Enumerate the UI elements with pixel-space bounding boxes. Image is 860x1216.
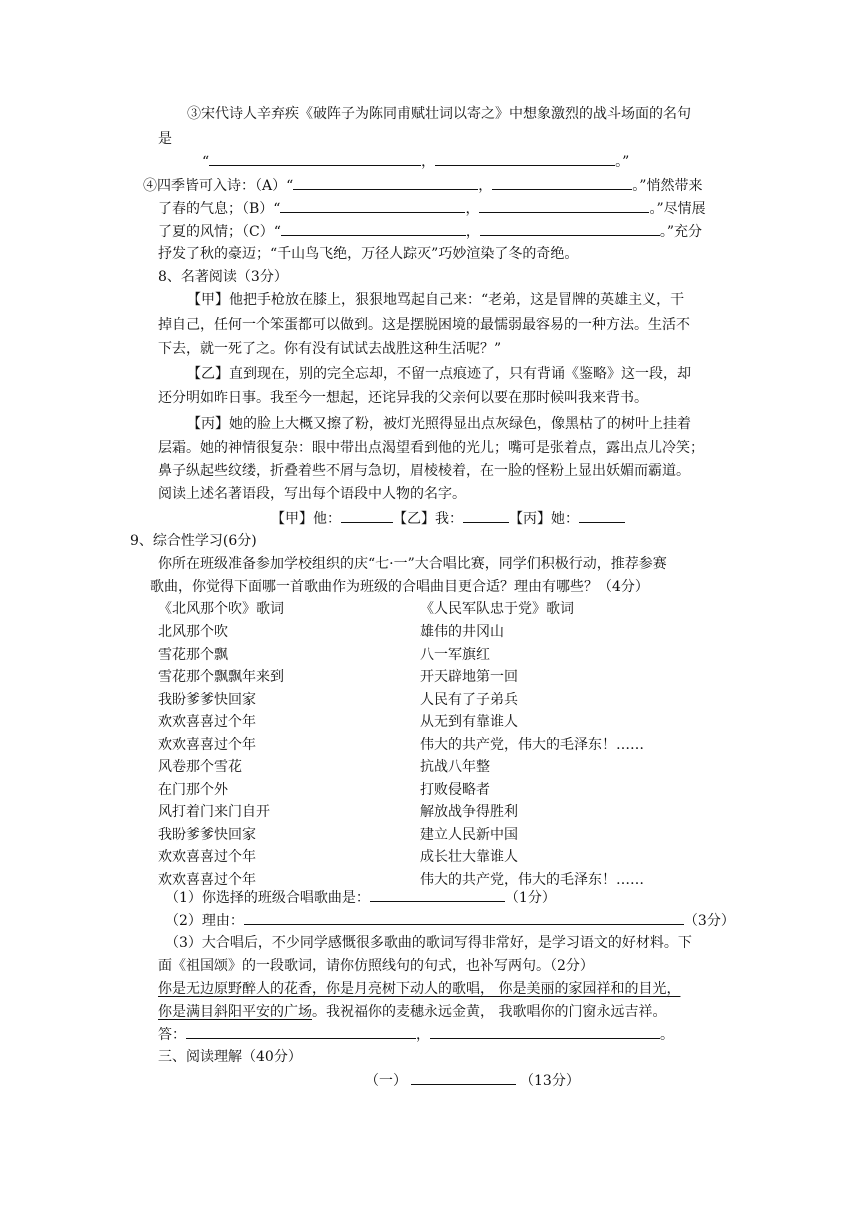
q9-sub2-blank[interactable] [244, 909, 684, 925]
part1-title-blank[interactable] [411, 1069, 516, 1085]
q7-item4-line-c: 了夏的风情；（C）“ ， 。”充分 [158, 220, 702, 243]
q7-item3-text-cont: 是 [158, 131, 172, 147]
q9-sub1: （1）你选择的班级合唱歌曲是： （1分） [165, 886, 556, 909]
song-left-title: 《北风那个吹》歌词 [158, 601, 284, 617]
lyric-line: 建立人民新中国 [420, 826, 518, 843]
lyric-line: 人民有了子弟兵 [420, 691, 518, 708]
lyric-line: 欢欢喜喜过个年 [158, 872, 256, 889]
lyric-line: 解放战争得胜利 [420, 804, 518, 821]
lyric-line: 雪花那个飘 [158, 646, 228, 663]
lyric-line: 伟大的共产党，伟大的毛泽东！…… [420, 872, 644, 889]
q7-item4-c-blank-1[interactable] [281, 220, 466, 236]
lyric-line: 风卷那个雪花 [158, 759, 242, 776]
q8-bing-line2: 层霜。她的神情很复杂：眼中带出点渴望看到他的光儿；嘴可是张着点，露出点儿冷笑； [158, 440, 704, 456]
lyric-line: 雪花那个飘飘年来到 [158, 669, 284, 686]
lyric-line: 打败侵略者 [420, 781, 490, 798]
lyric-line: 在门那个外 [158, 781, 228, 798]
q8-jia-line2: 掉自己，任何一个笨蛋都可以做到。这是摆脱困境的最懦弱最容易的一种方法。生活不 [158, 317, 690, 333]
lyric-line: 我盼爹爹快回家 [158, 691, 256, 708]
lyric-line: 欢欢喜喜过个年 [158, 736, 256, 753]
q9-sub1-blank[interactable] [370, 886, 505, 902]
q9-sub3-line1: （3）大合唱后，不少同学感慨很多歌曲的歌词写得非常好，是学习语文的好材料。下 [165, 935, 692, 951]
q7-item4-a-blank-1[interactable] [293, 174, 478, 190]
lyric-line: 风打着门来门自开 [158, 804, 270, 821]
q7-item3-blank-2[interactable] [435, 150, 615, 166]
q7-item3-blank-1[interactable] [209, 150, 421, 166]
q8-jia-line1: 【甲】他把手枪放在膝上，狠狠地骂起自己来：“老弟，这是冒牌的英雄主义，干 [187, 292, 685, 308]
q8-answer-line: 【甲】他： 【乙】我： 【丙】她： [271, 507, 625, 530]
q8-yi-line1: 【乙】直到现在，别的完全忘却，不留一点痕迹了，只有背诵《鉴略》这一段，却 [187, 366, 691, 382]
q7-item4-b-blank-1[interactable] [280, 197, 465, 213]
lyric-model-line1: 你是无边原野醉人的花香，你是月亮树下动人的歌唱， 你是美丽的家园祥和的目光， [158, 981, 681, 997]
q7-item4-c-blank-2[interactable] [480, 220, 660, 236]
q8-answer-yi-blank[interactable] [463, 507, 509, 523]
lyric-line: 抗战八年整 [420, 759, 490, 776]
section3-heading: 三、阅读理解（40分） [158, 1049, 302, 1065]
q9-answer-blank-1[interactable] [186, 1023, 416, 1039]
q9-answer-blank-2[interactable] [430, 1023, 660, 1039]
lyric-line: 我盼爹爹快回家 [158, 826, 256, 843]
lyric-line: 成长壮大靠谁人 [420, 849, 518, 866]
lyric-line: 八一军旗红 [420, 646, 490, 663]
lyric-line: 欢欢喜喜过个年 [158, 849, 256, 866]
lyric-line: 开天辟地第一回 [420, 669, 518, 686]
q9-heading: 9、综合性学习(6分) [130, 533, 257, 549]
q7-item3-answer-line: “ ， 。” [202, 150, 629, 173]
song-right-title: 《人民军队忠于党》歌词 [420, 601, 574, 617]
q8-jia-line3: 下去，就一死了之。你有没有试试去战胜这种生活呢？” [158, 341, 502, 357]
q8-answer-bing-blank[interactable] [579, 507, 625, 523]
section3-part1-heading: （一） （13分） [365, 1069, 580, 1092]
q9-intro-line1: 你所在班级准备参加学校组织的庆“七·一”大合唱比赛，同学们积极行动，推荐参赛 [158, 556, 667, 572]
q8-instruction: 阅读上述名著语段，写出每个语段中人物的名字。 [158, 486, 466, 502]
q9-sub3-line2: 面《祖国颂》的一段歌词，请你仿照线句的句式，也补写两句。（2分） [158, 958, 594, 974]
song-left-lyrics [158, 621, 284, 892]
lyric-line: 雄伟的井冈山 [420, 624, 504, 640]
q8-answer-jia-blank[interactable] [341, 507, 393, 523]
lyric-line: 从无到有靠谁人 [420, 714, 518, 731]
q7-item4-a-blank-2[interactable] [492, 174, 632, 190]
q7-item3-text: ③宋代诗人辛弃疾《破阵子为陈同甫赋壮词以寄之》中想象激烈的战斗场面的名句 [187, 106, 691, 122]
q7-item4-line-a: ④四季皆可入诗：（A）“ ， 。”悄然带来 [143, 174, 702, 197]
lyric-model-line2: 你是满目斜阳平安的广场。我祝福你的麦穗永远金黄， 我歌唱你的门窗永远吉祥。 [158, 1004, 667, 1020]
q8-yi-line2: 还分明如昨日事。我至今一想起，还诧异我的父亲何以要在那时候叫我来背书。 [158, 390, 648, 406]
lyric-line: 欢欢喜喜过个年 [158, 714, 256, 731]
q7-item4-end: 抒发了秋的豪迈；“千山鸟飞绝，万径人踪灭”巧妙渲染了冬的奇绝。 [158, 246, 579, 262]
q8-bing-line1: 【丙】她的脸上大概又擦了粉，被灯光照得显出点灰绿色，像黑枯了的树叶上挂着 [187, 416, 691, 432]
q7-item4-line-b: 了春的气息；（B）“ ， 。”尽情展 [158, 197, 706, 220]
song-right-lyrics [420, 621, 644, 892]
q9-answer-line: 答： ， 。 [158, 1023, 674, 1046]
lyric-line: 北风那个吹 [158, 624, 228, 640]
q7-item4-b-blank-2[interactable] [479, 197, 649, 213]
q8-bing-line3: 鼻子纵起些纹缕，折叠着些不屑与急切，眉棱棱着，在一脸的怪粉上显出妖媚而霸道。 [158, 463, 690, 479]
q8-heading: 8、名著阅读（3分） [158, 269, 288, 285]
q9-intro-line2: 歌曲，你觉得下面哪一首歌曲作为班级的合唱曲目更合适？理由有哪些？（4分） [150, 579, 649, 595]
q9-sub2: （2）理由： （3分） [165, 909, 735, 932]
lyric-line: 伟大的共产党，伟大的毛泽东！…… [420, 736, 644, 753]
